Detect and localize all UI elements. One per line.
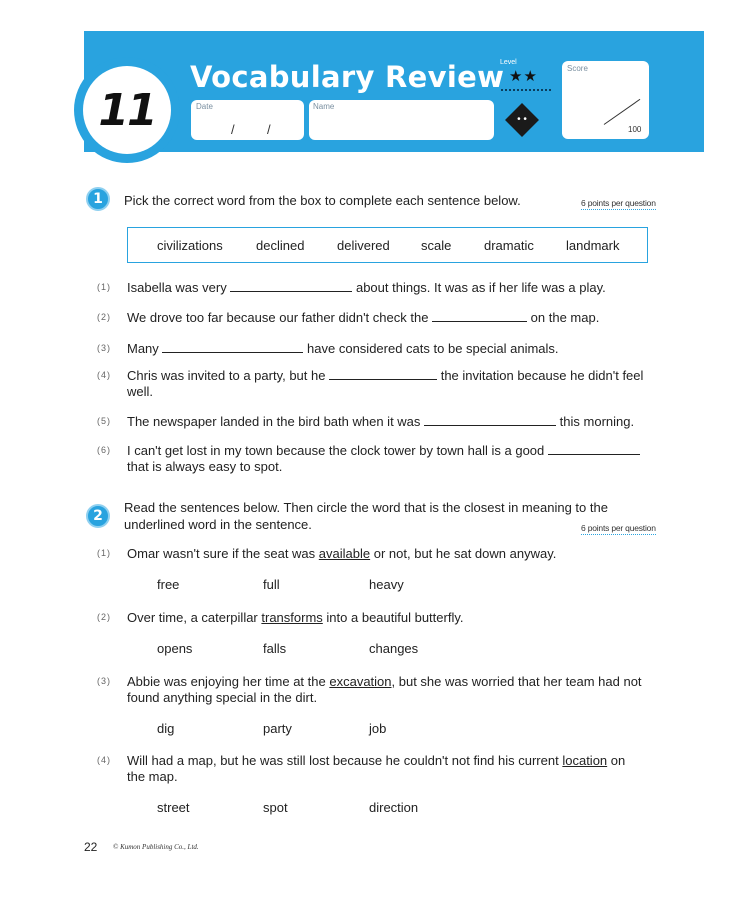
question-number: (1) [97, 282, 111, 292]
answer-option[interactable]: party [263, 721, 292, 736]
section-2-instruction-line2: underlined word in the sentence. [124, 517, 312, 532]
underlined-word: transforms [261, 610, 323, 625]
question-text-after: or not, but he sat down anyway. [373, 546, 557, 561]
level-label: Level [500, 59, 517, 66]
section-2-points: 6 points per question [581, 523, 656, 533]
word-box-item: landmark [566, 238, 620, 253]
question-text-before: Many [127, 341, 159, 356]
answer-option[interactable]: full [263, 577, 280, 592]
page-title: Vocabulary Review [190, 60, 505, 94]
question-number: (2) [97, 312, 111, 322]
question-text-line2: that is always easy to spot. [127, 459, 283, 474]
question-text-line2: the map. [127, 769, 178, 784]
answer-blank[interactable] [162, 340, 303, 353]
lesson-number: 11 [98, 85, 156, 136]
question-text-after: on the map. [530, 310, 600, 325]
level-stars-icon: ★★ [509, 68, 538, 85]
question-text-after: this morning. [559, 414, 635, 429]
question-text-after: on [610, 753, 626, 768]
question-text [127, 752, 625, 769]
date-label: Date [196, 102, 213, 111]
name-label: Name [313, 102, 335, 111]
answer-option[interactable]: spot [263, 800, 288, 815]
word-box-item: scale [421, 238, 452, 253]
question-text-before: The newspaper landed in the bird bath when it was [127, 414, 421, 429]
underlined-word: available [318, 546, 371, 561]
mascot-face-icon: • • [517, 114, 527, 125]
question-text-after: into a beautiful butterfly. [326, 610, 464, 625]
underlined-word: location [562, 753, 608, 768]
level-divider [501, 89, 551, 91]
question-number: (4) [97, 370, 111, 380]
answer-option[interactable]: heavy [369, 577, 404, 592]
section-2-instruction-line1: Read the sentences below. Then circle the word that is the closest in meaning to the [124, 500, 608, 515]
section-1-number: 1 [93, 191, 103, 207]
answer-blank[interactable] [432, 309, 527, 322]
answer-option[interactable]: dig [157, 721, 175, 736]
question-text-before: Will had a map, but he was still lost because he couldn't not find his current [127, 753, 559, 768]
answer-blank[interactable] [230, 279, 352, 292]
name-field[interactable] [309, 100, 494, 140]
question-text-after: , but she was worried that her team had not [391, 674, 642, 689]
question-text [127, 309, 599, 326]
answer-option[interactable]: opens [157, 641, 193, 656]
question-text [127, 340, 559, 357]
answer-blank[interactable] [424, 413, 556, 426]
word-box-item: dramatic [484, 238, 534, 253]
question-text [127, 673, 642, 690]
question-number: (6) [97, 445, 111, 455]
question-text-before: I can't get lost in my town because the clock tower by town hall is a good [127, 443, 545, 458]
question-text-before: Omar wasn't sure if the seat was [127, 546, 316, 561]
answer-option[interactable]: direction [369, 800, 419, 815]
answer-option[interactable]: changes [369, 641, 419, 656]
answer-option[interactable]: falls [263, 641, 287, 656]
question-text-line2: found anything special in the dirt. [127, 690, 318, 705]
question-text [127, 367, 643, 384]
question-text-before: Over time, a caterpillar [127, 610, 258, 625]
date-separator-2: / [267, 122, 271, 137]
question-text [127, 442, 640, 459]
score-label: Score [567, 64, 588, 73]
question-text [127, 609, 464, 626]
question-number: (5) [97, 416, 111, 426]
section-1-instruction: Pick the correct word from the box to complete each sentence below. [124, 193, 521, 208]
copyright: © Kumon Publishing Co., Ltd. [113, 843, 199, 851]
date-field[interactable] [191, 100, 304, 140]
answer-blank[interactable] [548, 442, 640, 455]
word-box-item: delivered [337, 238, 390, 253]
section-1-points: 6 points per question [581, 198, 656, 208]
question-text [127, 413, 634, 430]
underlined-word: excavation [329, 674, 392, 689]
question-number: (3) [97, 676, 111, 686]
question-text-before: Abbie was enjoying her time at the [127, 674, 326, 689]
question-text-before: Chris was invited to a party, but he [127, 368, 326, 383]
question-text-line2: well. [127, 384, 154, 399]
question-text [127, 545, 556, 562]
answer-option[interactable]: free [157, 577, 180, 592]
question-text-after: have considered cats to be special animals. [307, 341, 559, 356]
word-box-item: declined [256, 238, 305, 253]
answer-blank[interactable] [329, 367, 437, 380]
question-number: (2) [97, 612, 111, 622]
question-text-before: Isabella was very [127, 280, 227, 295]
word-box-item: civilizations [157, 238, 223, 253]
question-text-after: the invitation because he didn't feel [440, 368, 644, 383]
question-text-after: about things. It was as if her life was a play. [355, 280, 606, 295]
question-text-before: We drove too far because our father didn't check the [127, 310, 429, 325]
answer-option[interactable]: job [369, 721, 387, 736]
date-separator-1: / [231, 122, 235, 137]
question-number: (4) [97, 755, 111, 765]
answer-option[interactable]: street [157, 800, 190, 815]
score-max: 100 [628, 125, 642, 134]
question-text [127, 279, 606, 296]
page-number: 22 [84, 840, 98, 854]
question-number: (1) [97, 548, 111, 558]
section-2-number: 2 [93, 508, 103, 524]
question-number: (3) [97, 343, 111, 353]
